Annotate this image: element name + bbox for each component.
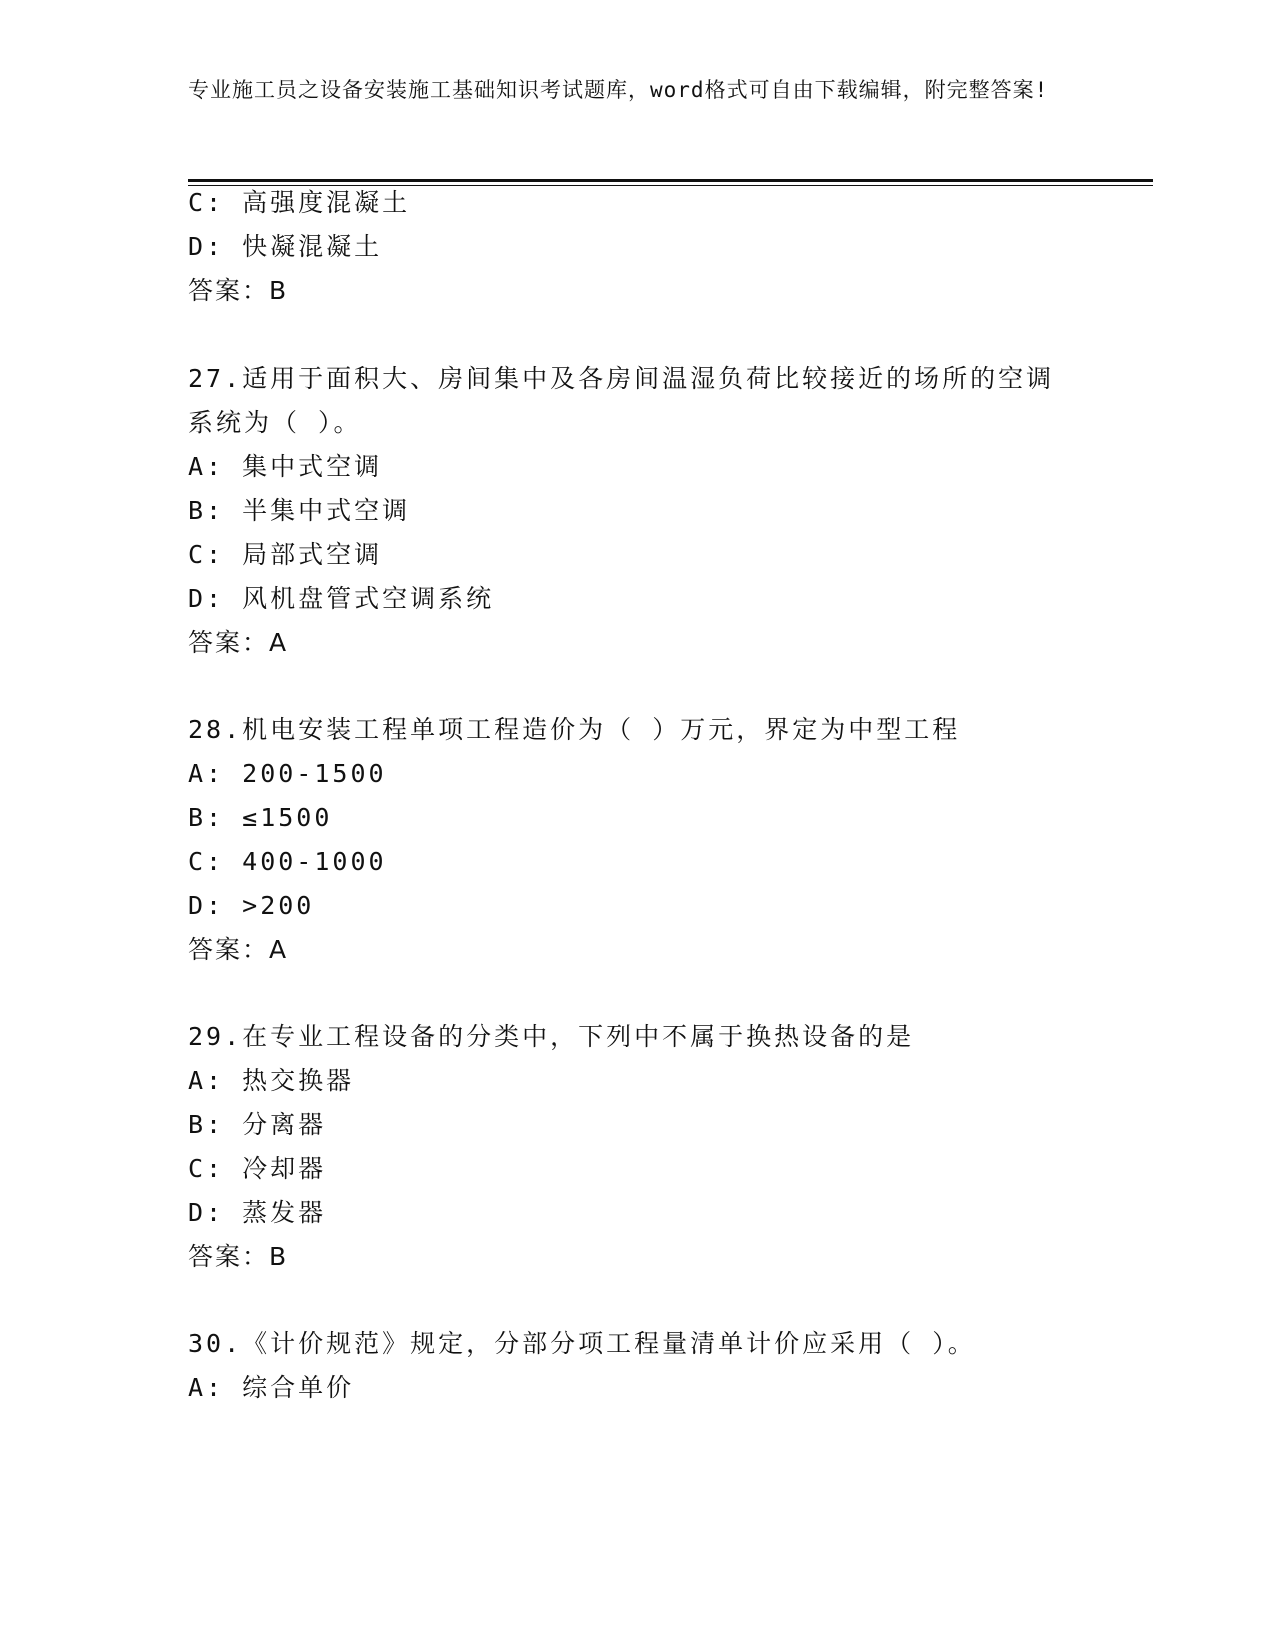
question-stem: 29.在专业工程设备的分类中，下列中不属于换热设备的是	[188, 1022, 915, 1051]
answer-line: 答案：A	[188, 935, 289, 964]
option-line: B: 半集中式空调	[188, 496, 411, 525]
option-line: C: 高强度混凝土	[188, 188, 411, 217]
option-line: C: 局部式空调	[188, 540, 383, 569]
question-stem: 30.《计价规范》规定，分部分项工程量清单计价应采用（ ）。	[188, 1329, 976, 1358]
answer-line: 答案：B	[188, 1242, 289, 1271]
option-line: A: 综合单价	[188, 1373, 355, 1402]
option-line: C: 400-1000	[188, 847, 387, 876]
answer-line: 答案：B	[188, 276, 289, 305]
question-stem: 27.适用于面积大、房间集中及各房间温湿负荷比较接近的场所的空调	[188, 364, 1055, 393]
question-stem: 系统为（ ）。	[188, 408, 362, 437]
option-line: A: 集中式空调	[188, 452, 383, 481]
option-line: D: 风机盘管式空调系统	[188, 584, 495, 613]
document-header: 专业施工员之设备安装施工基础知识考试题库，word格式可自由下载编辑，附完整答案!	[188, 78, 1049, 102]
option-line: C: 冷却器	[188, 1154, 327, 1183]
option-line: A: 热交换器	[188, 1066, 355, 1095]
option-line: B: 分离器	[188, 1110, 327, 1139]
option-line: B: ≤1500	[188, 803, 333, 832]
option-line: D: 快凝混凝土	[188, 232, 383, 261]
answer-line: 答案：A	[188, 628, 289, 657]
header-divider-thick	[188, 179, 1153, 182]
question-stem: 28.机电安装工程单项工程造价为（ ）万元，界定为中型工程	[188, 715, 961, 744]
option-line: A: 200-1500	[188, 759, 387, 788]
option-line: D: >200	[188, 891, 315, 920]
option-line: D: 蒸发器	[188, 1198, 327, 1227]
